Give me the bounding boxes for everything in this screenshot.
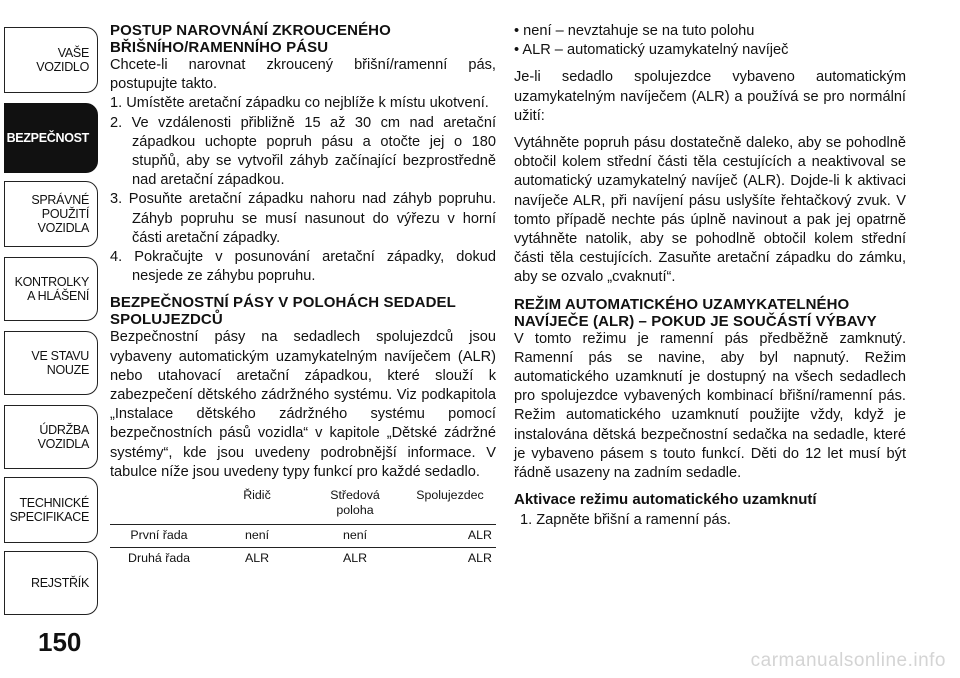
section-heading: REŽIM AUTOMATICKÉHO UZAMYKATELNÉHO NAVÍJEČE (ALR) – POKUD JE SOUČÁSTÍ VÝBAVY bbox=[514, 295, 877, 330]
tab-kontrolky-a-hlaseni[interactable] bbox=[4, 257, 98, 321]
tab-label-line: BEZPEČNOST bbox=[6, 131, 89, 145]
paragraph: Bezpečnostní pásy na sedadlech spolujezdců jsou vybaveny automatickým uzamykatelným navíječem (ALR) nebo utahovací aretační západkou, které slouží k zabezpečení dětského zádržného systému. Viz podkapitola „Instalace dětského zádržného systému pomocí bezpečnostních pásů vozidla“ v kapitole „Dětské zádržné systémy“, kde jsou uvedeny podrobnější informace. V tabulce níže jsou uvedeny typy funkcí pro každé sedadlo. bbox=[110, 329, 496, 480]
step-item: 3. Posuňte aretační západku nahoru nad záhyb popruhu. Záhyb popruhu se musí nasunout do výřezu v horní části aretační západky. bbox=[110, 191, 496, 246]
table-row bbox=[110, 525, 496, 548]
table-header-row bbox=[110, 486, 496, 525]
table-cell: není bbox=[306, 525, 404, 548]
table-cell: není bbox=[208, 525, 306, 548]
tab-label-line: VOZIDLA bbox=[37, 221, 89, 235]
table-header-cell: Řidič bbox=[243, 488, 271, 503]
tab-spravne-pouziti-vozidla[interactable] bbox=[4, 181, 98, 247]
legend-list bbox=[514, 22, 906, 60]
paragraph: Je-li sedadlo spolujezdce vybaveno automatickým uzamykatelným navíječem (ALR) a používá se pro normální užití: bbox=[514, 69, 906, 124]
tab-label-line: VOZIDLA bbox=[37, 437, 89, 451]
table-cell: ALR bbox=[208, 548, 306, 571]
table-header-cell bbox=[110, 486, 208, 525]
table-cell: ALR bbox=[306, 548, 404, 571]
step-item: 1. Zapněte břišní a ramenní pás. bbox=[520, 512, 731, 529]
page-number: 150 bbox=[38, 627, 82, 657]
tab-label-line: NOUZE bbox=[46, 363, 89, 377]
table-cell: ALR bbox=[404, 548, 496, 571]
tab-label-line: VE STAVU bbox=[31, 349, 89, 363]
tab-vase-vozidlo[interactable] bbox=[4, 27, 98, 93]
table-cell: Druhá řada bbox=[110, 548, 208, 571]
tab-label-line: ÚDRŽBA bbox=[39, 423, 89, 437]
section-heading: BEZPEČNOSTNÍ PÁSY V POLOHÁCH SEDADEL SPOLUJEZDCŮ bbox=[110, 294, 456, 329]
paragraph: V tomto režimu je ramenní pás předběžně zamknutý. Ramenní pás se navine, aby byl napnutý. Režim automatického uzamknutí je dostupný na všech sedadlech pro spolujezdce vybavených kombinací břišní/ramenní pás. Režim automatického uzamknutí použijte vždy, když je instalována dětská bezpečnostní sedačka na sedadle, které je vybaveno pásem s touto funkcí. Děti do 12 let musí být řádně usazeny na zadním sedadle. bbox=[514, 330, 906, 482]
table-cell: ALR bbox=[404, 525, 496, 548]
table-header-cell: Spolujezdec bbox=[416, 488, 484, 503]
tab-label-line: POUŽITÍ bbox=[41, 207, 89, 221]
chapter-sidebar bbox=[0, 0, 104, 678]
tab-label-line: REJSTŘÍK bbox=[30, 576, 89, 590]
step-item: 2. Ve vzdálenosti přibližně 15 až 30 cm nad aretační západkou uchopte popruh pásu a otočte jej o 180 stupňů, aby se vytvořil záhyb začínající bezprostředně nad aretační západkou. bbox=[110, 114, 496, 189]
watermark: carmanualsonline.info bbox=[750, 650, 946, 671]
right-column bbox=[514, 22, 906, 530]
steps-list bbox=[110, 94, 496, 286]
step-item: 4. Pokračujte v posunování aretační západky, dokud nesjede ze záhybu popruhu. bbox=[110, 249, 496, 285]
table-cell: První řada bbox=[110, 525, 208, 548]
seat-function-table bbox=[110, 486, 496, 570]
tab-label-line: VAŠE bbox=[57, 46, 89, 60]
step-item: 1. Umístěte aretační západku co nejblíže k místu ukotvení. bbox=[110, 95, 489, 112]
tab-bezpecnost[interactable] bbox=[4, 103, 98, 173]
tab-rejstrik[interactable] bbox=[4, 551, 98, 615]
left-column bbox=[110, 22, 496, 570]
paragraph: Chcete-li narovnat zkroucený břišní/ramenní pás, postupujte takto. bbox=[110, 57, 496, 93]
steps-list bbox=[514, 511, 906, 530]
table-row bbox=[110, 548, 496, 571]
tab-label-line: SPECIFIKACE bbox=[9, 510, 89, 524]
tab-technicke-specifikace[interactable] bbox=[4, 477, 98, 543]
list-item: • ALR – automatický uzamykatelný navíječ bbox=[514, 42, 789, 59]
tab-ve-stavu-nouze[interactable] bbox=[4, 331, 98, 395]
paragraph: Vytáhněte popruh pásu dostatečně daleko, aby se pohodlně obtočil kolem střední části těla cestujících a neaktivoval se automatický uzamykatelný navíječ (ALR). Dojde-li k aktivaci navíječe ALR, při navíjení pásu uslyšíte řehtačkový zvuk. V tomto případě nechte pás úplně navinout a pak jej opatrně vytáhněte natolik, aby se pohodlně obtočil kolem střední části těla cestujících. Zasuňte aretační západku do zámku, aby se ozvalo „cvaknutí“. bbox=[514, 135, 906, 286]
tab-udrzba-vozidla[interactable] bbox=[4, 405, 98, 469]
tab-label-line: KONTROLKY bbox=[14, 275, 89, 289]
subsection-heading: Aktivace režimu automatického uzamknutí bbox=[514, 491, 817, 509]
section-heading: POSTUP NAROVNÁNÍ ZKROUCENÉHO BŘIŠNÍHO/RAMENNÍHO PÁSU bbox=[110, 22, 391, 56]
tab-label-line: TECHNICKÉ bbox=[19, 496, 89, 510]
tab-label-line: SPRÁVNÉ bbox=[31, 193, 89, 207]
table-header-cell: Středová poloha bbox=[330, 488, 380, 518]
tab-label-line: VOZIDLO bbox=[36, 60, 89, 74]
list-item: • není – nevztahuje se na tuto polohu bbox=[514, 23, 755, 39]
tab-label-line: A HLÁŠENÍ bbox=[27, 289, 89, 303]
